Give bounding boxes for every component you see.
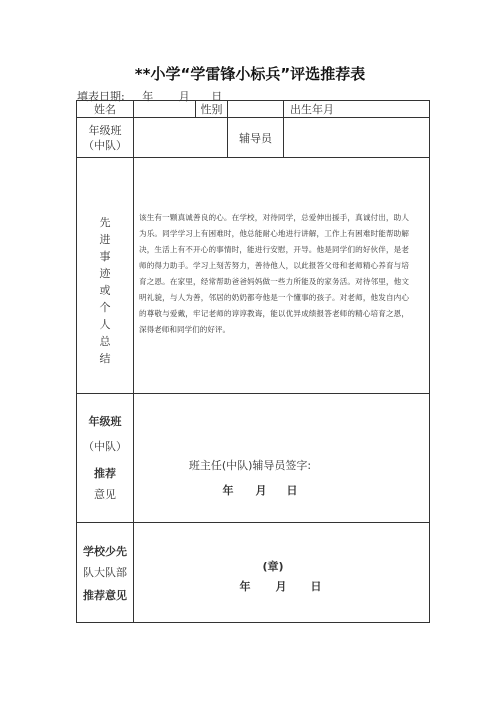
rule <box>133 100 134 623</box>
class-opinion-label-line4: 意见 <box>94 488 116 501</box>
class-opinion-date-day: 日 <box>286 484 298 497</box>
school-opinion-seal: (章) <box>262 560 284 573</box>
name-label: 姓名 <box>94 102 116 116</box>
tutor-field[interactable] <box>284 118 429 157</box>
deeds-label-char: 人 <box>99 318 111 331</box>
class-opinion-date-year: 年 <box>222 484 234 497</box>
deeds-label-char: 进 <box>99 233 111 246</box>
deeds-label-char: 事 <box>99 250 111 263</box>
deeds-label <box>90 214 120 367</box>
rule <box>76 157 430 158</box>
deeds-label-char: 个 <box>99 301 111 314</box>
rule <box>76 522 430 523</box>
deeds-text: 该生有一颗真诚善良的心。在学校，对待同学，总爱伸出援手，真诚付出，助人为乐。同学学习上有困难时，他总能耐心地进行讲解，工作上有困难时能帮助解决，生活上有不开心的事情时，能进行安慰，开导。他是同学们的好伙伴，是老师的得力助手。学习上刻苦努力，善待他人，以此报答父母和老师精心养育与培育之恩。在家里，经常帮助爸爸妈妈做一些力所能及的家务活。对待邻里，他文明礼貌，与人为善，邻居的奶奶都夸他是一个懂事的孩子。对老师，他发自内心的尊敬与爱戴，牢记老师的谆谆教诲，能以优异成绩报答老师的精心培育之恩，深得老师和同学们的好评。 <box>139 213 409 334</box>
school-opinion-date-year: 年 <box>239 580 251 593</box>
school-opinion-label-line3: 推荐意见 <box>83 589 127 602</box>
class-label-line1: 年级班 <box>88 123 122 137</box>
rule <box>76 393 430 394</box>
tutor-label: 辅导员 <box>239 131 272 145</box>
school-opinion-date-month: 月 <box>275 580 287 593</box>
class-opinion-label-line1: 年级班 <box>88 415 122 428</box>
name-field[interactable] <box>134 100 195 117</box>
class-opinion-label-line2: （中队） <box>83 440 127 453</box>
school-opinion-label-line2: 队大队部 <box>83 566 127 579</box>
deeds-label-char: 总 <box>99 335 111 348</box>
gender-label: 性别 <box>200 102 223 116</box>
fill-date-year: 年 <box>142 90 154 103</box>
class-opinion-date-month: 月 <box>255 484 267 497</box>
fill-date-day: 日 <box>211 90 223 103</box>
school-opinion-label-line1: 学校少先 <box>83 545 127 558</box>
form-title: **小学“学雷锋小标兵”评选推荐表 <box>134 65 366 83</box>
class-opinion-label-line3: 推荐 <box>94 467 116 480</box>
birth-label: 出生年月 <box>290 102 334 116</box>
gender-field[interactable] <box>228 100 283 117</box>
school-opinion-date-day: 日 <box>310 580 322 593</box>
deeds-label-char: 结 <box>99 352 111 365</box>
class-opinion-signature: 班主任(中队)辅导员签字: <box>188 459 312 472</box>
deeds-label-char: 先 <box>99 216 111 229</box>
fill-date-month: 月 <box>178 90 190 103</box>
deeds-label-char: 或 <box>99 284 111 297</box>
deeds-label-char: 迹 <box>99 267 111 280</box>
class-label-line2: （中队） <box>83 138 127 152</box>
fill-date-label: 填表日期: <box>77 90 125 103</box>
class-label <box>77 118 133 157</box>
class-field[interactable] <box>134 118 227 157</box>
